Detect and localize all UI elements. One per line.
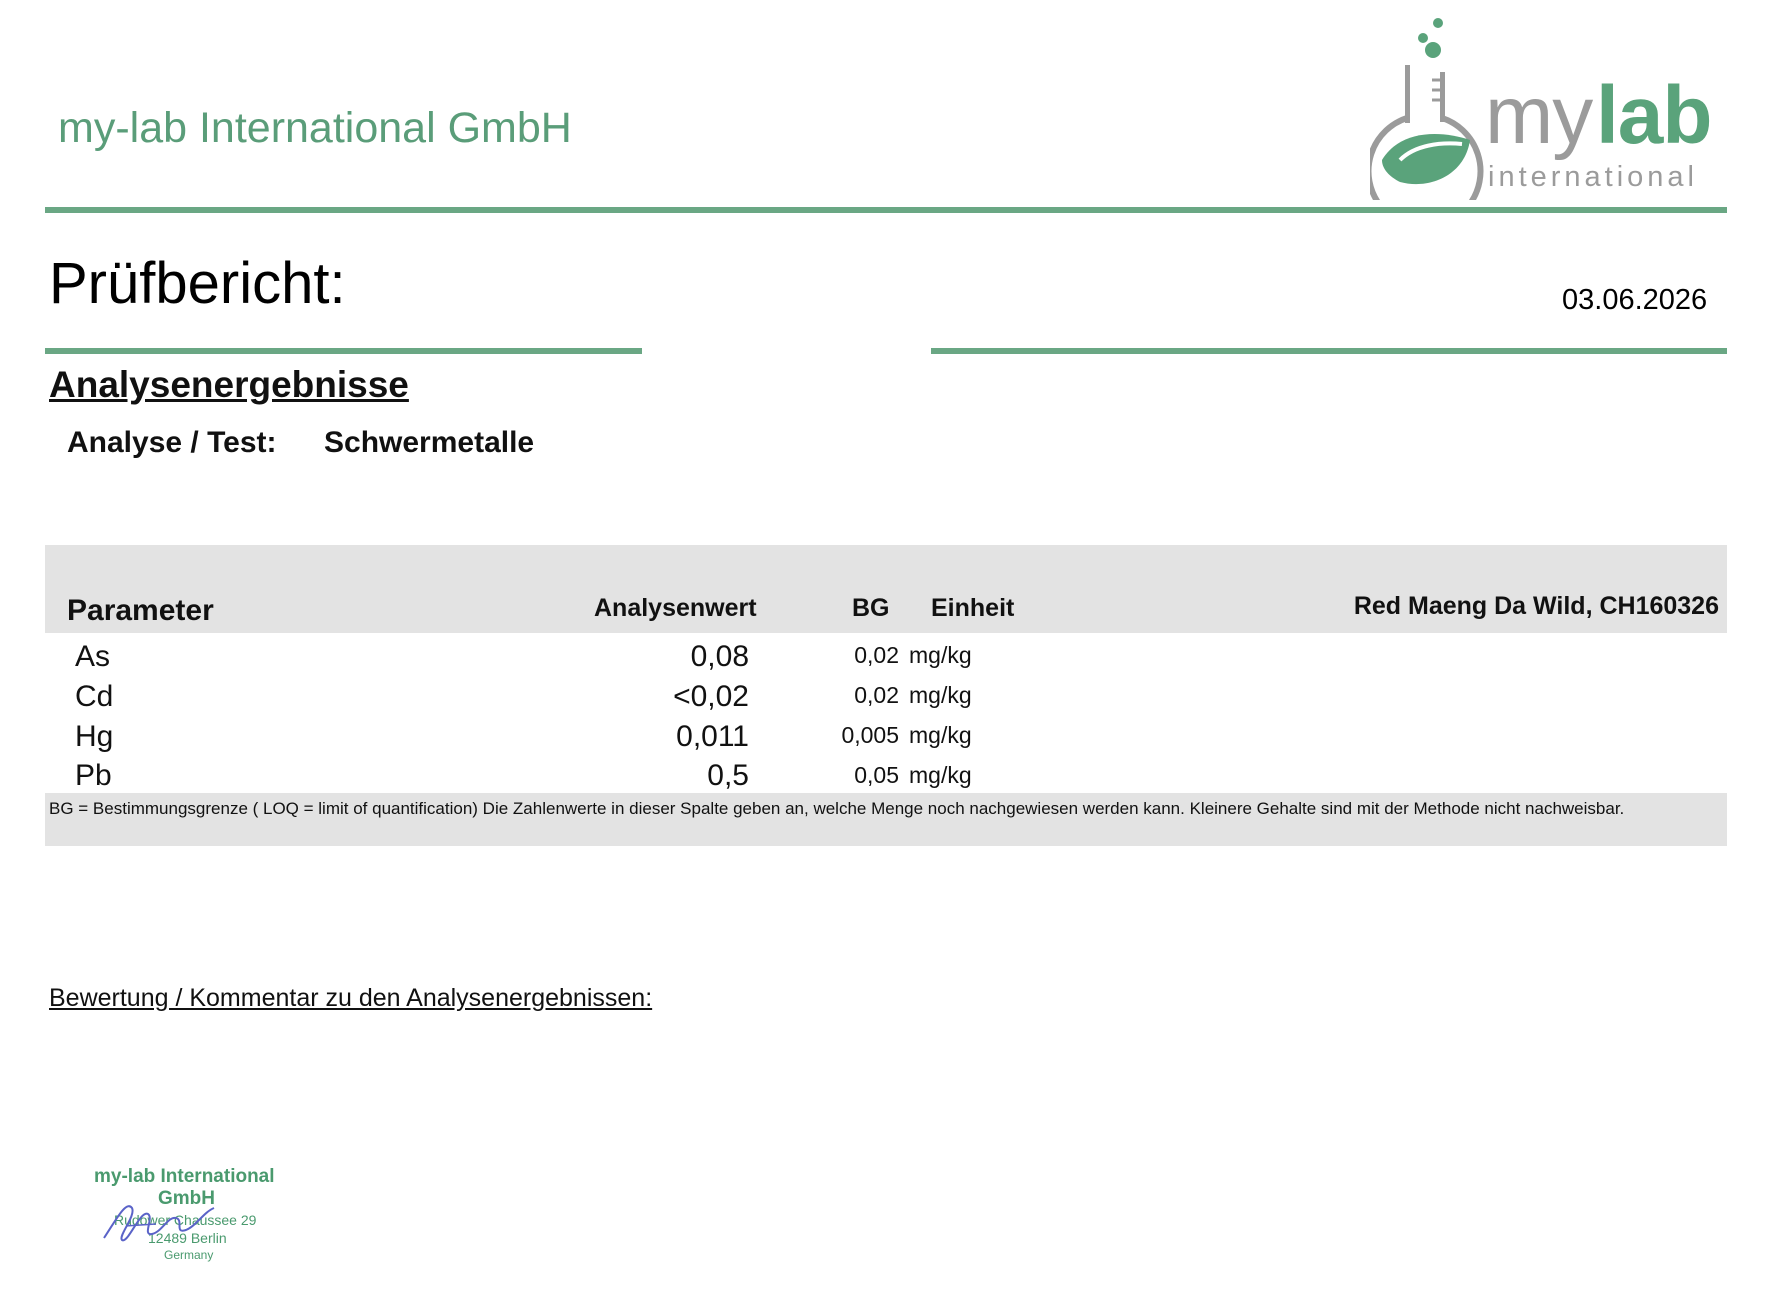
table-row-parameter: Hg xyxy=(75,720,114,753)
flask-leaf-icon xyxy=(1370,10,1490,200)
table-row-bg: 0,02 xyxy=(854,642,899,668)
table-row-parameter: Pb xyxy=(75,759,112,792)
report-date: 03.06.2026 xyxy=(1562,284,1708,316)
table-row-value: <0,02 xyxy=(673,680,749,713)
table-row-parameter: Cd xyxy=(75,680,114,713)
logo-text-lab: lab xyxy=(1596,70,1712,161)
table-row-bg: 0,05 xyxy=(854,762,899,788)
signature-icon xyxy=(96,1190,226,1250)
table-row-value: 0,011 xyxy=(676,720,749,753)
analysis-value: Schwermetalle xyxy=(324,426,535,459)
column-header-unit: Einheit xyxy=(931,594,1015,622)
table-row-unit: mg/kg xyxy=(909,682,972,708)
analysis-label: Analyse / Test: xyxy=(67,426,277,459)
footnote-text: BG = Bestimmungsgrenze ( LOQ = limit of quantification) Die Zahlenwerte in dieser Spalte geben an, welche Menge noch nachgewiesen werden kann. Kleinere Gehalte sind mit der Methode nicht nachweisbar. xyxy=(49,799,1625,818)
column-header-value: Analysenwert xyxy=(594,594,757,622)
table-row-parameter: As xyxy=(75,640,111,673)
stamp-line: GmbH xyxy=(158,1188,215,1209)
column-header-sample: Red Maeng Da Wild, CH160326 xyxy=(1353,592,1719,620)
stamp-line: 12489 Berlin xyxy=(148,1230,227,1246)
table-row-unit: mg/kg xyxy=(909,642,972,668)
section-heading: Analysenergebnisse xyxy=(49,364,409,405)
table-row-unit: mg/kg xyxy=(909,722,972,748)
company-stamp xyxy=(80,1160,320,1270)
table-row-bg: 0,005 xyxy=(841,722,899,748)
header-divider xyxy=(45,207,1727,213)
logo-text-international: international xyxy=(1488,161,1698,193)
stamp-line: Germany xyxy=(164,1248,214,1262)
table-row-unit: mg/kg xyxy=(909,762,972,788)
stamp-line: my-lab International xyxy=(94,1166,275,1187)
logo-text-my: my xyxy=(1485,70,1593,161)
company-name: my-lab International GmbH xyxy=(58,104,572,152)
table-row-value: 0,08 xyxy=(690,640,749,673)
column-header-parameter: Parameter xyxy=(67,594,214,627)
stamp-line: Rudower Chaussee 29 xyxy=(114,1212,257,1228)
column-header-bg: BG xyxy=(852,594,890,622)
title-divider-left xyxy=(45,348,642,354)
table-row-value: 0,5 xyxy=(707,759,749,792)
comment-heading: Bewertung / Kommentar zu den Analysenergebnissen: xyxy=(49,984,653,1012)
table-row-bg: 0,02 xyxy=(854,682,899,708)
title-divider-right xyxy=(931,348,1727,354)
report-title: Prüfbericht: xyxy=(49,251,346,316)
